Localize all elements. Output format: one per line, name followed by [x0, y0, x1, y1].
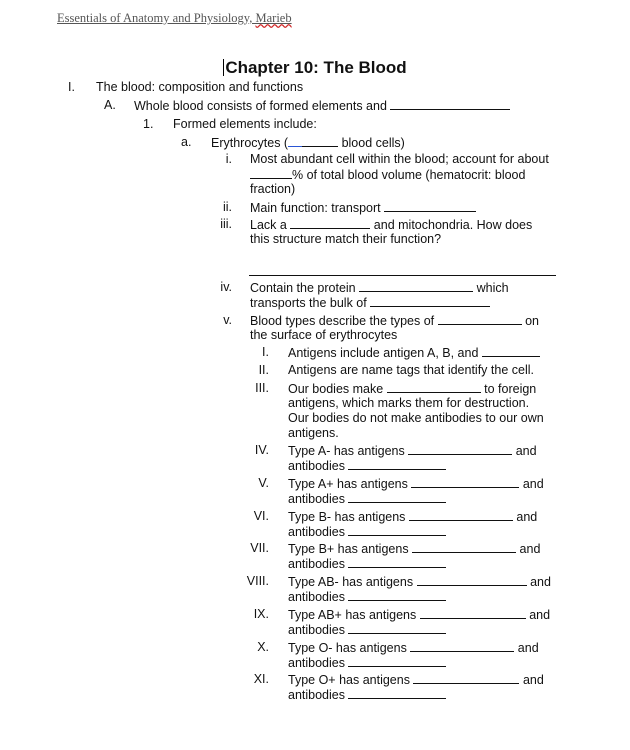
- blood-type-item: [288, 509, 537, 525]
- outline-item-text: Erythrocytes (: [211, 136, 289, 150]
- page-title-text: Chapter 10: The Blood: [225, 58, 407, 77]
- blood-type-antibodies: [288, 589, 446, 605]
- blood-type-antibodies: [288, 458, 446, 474]
- outline-item-text: The blood: composition and functions: [96, 80, 304, 94]
- and-word: and: [516, 510, 538, 524]
- antibodies-word: antibodies: [288, 525, 345, 539]
- outline-marker: VIII.: [246, 574, 269, 588]
- antibodies-word: antibodies: [288, 688, 345, 702]
- outline-item: [288, 381, 536, 397]
- antibodies-blank[interactable]: [348, 655, 446, 667]
- blood-type-label: Type A+ has antigens: [288, 477, 408, 491]
- outline-item-text: % of total blood volume (hematocrit: blood: [292, 168, 526, 182]
- answer-line[interactable]: [249, 275, 556, 276]
- antibodies-blank[interactable]: [348, 491, 446, 503]
- outline-marker: XI.: [253, 672, 269, 686]
- antigens-blank[interactable]: [410, 640, 514, 652]
- antibodies-word: antibodies: [288, 492, 345, 506]
- outline-item-text: on: [521, 314, 540, 328]
- blood-type-item: [288, 607, 550, 623]
- blood-type-antibodies: [288, 491, 446, 507]
- outline-item: [250, 280, 509, 296]
- answer-blank[interactable]: [482, 345, 540, 357]
- and-word: and: [522, 477, 544, 491]
- and-word: and: [515, 444, 537, 458]
- outline-item-text: fraction): [250, 182, 296, 196]
- outline-marker: ii.: [222, 200, 232, 214]
- outline-item: [250, 167, 525, 183]
- outline-item: [250, 313, 539, 329]
- antigens-blank[interactable]: [412, 541, 516, 553]
- outline-item-text: which: [473, 281, 509, 295]
- antibodies-blank[interactable]: [348, 524, 446, 536]
- blood-type-antibodies: [288, 655, 446, 671]
- outline-item-text: Our bodies make: [288, 382, 384, 396]
- outline-item-text: antigens, which marks them for destruction.: [288, 396, 530, 410]
- answer-blank[interactable]: [288, 135, 302, 147]
- antigens-blank[interactable]: [417, 574, 527, 586]
- answer-blank[interactable]: [359, 280, 473, 292]
- and-word: and: [522, 673, 544, 687]
- outline-item-text: and mitochondria. How does: [370, 218, 533, 232]
- answer-blank[interactable]: [384, 200, 476, 212]
- outline-marker: VI.: [253, 509, 269, 523]
- outline-marker: II.: [258, 363, 269, 377]
- blood-type-antibodies: [288, 622, 446, 638]
- blood-type-label: Type B- has antigens: [288, 510, 406, 524]
- outline-item-text: Antigens are name tags that identify the cell.: [288, 363, 534, 377]
- outline-marker: iv.: [220, 280, 232, 294]
- outline-item-text: the surface of erythrocytes: [250, 328, 398, 342]
- outline-marker: v.: [223, 313, 232, 327]
- blood-type-item: [288, 574, 551, 590]
- antigens-blank[interactable]: [413, 672, 519, 684]
- blood-type-antibodies: [288, 687, 446, 703]
- and-word: and: [529, 608, 551, 622]
- outline-item-text: Blood types describe the types of: [250, 314, 435, 328]
- blood-type-item: [288, 672, 544, 688]
- antigens-blank[interactable]: [420, 607, 526, 619]
- and-word: and: [517, 641, 539, 655]
- outline-item-text: transports the bulk of: [250, 296, 367, 310]
- and-word: and: [519, 542, 541, 556]
- antibodies-word: antibodies: [288, 656, 345, 670]
- page-title: [0, 58, 630, 78]
- blood-type-item: [288, 476, 544, 492]
- outline-marker: I.: [68, 80, 75, 94]
- and-word: and: [530, 575, 551, 589]
- antibodies-word: antibodies: [288, 623, 345, 637]
- answer-blank[interactable]: [387, 381, 481, 393]
- blood-type-label: Type O- has antigens: [288, 641, 407, 655]
- outline-item-text: Formed elements include:: [173, 117, 317, 131]
- answer-blank[interactable]: [250, 167, 292, 179]
- answer-blank[interactable]: [390, 98, 510, 110]
- outline-item-text: this structure match their function?: [250, 232, 442, 246]
- outline-marker: i.: [225, 152, 232, 166]
- outline-marker: III.: [255, 381, 269, 395]
- answer-blank[interactable]: [438, 313, 522, 325]
- outline-marker: A.: [104, 98, 116, 112]
- outline-item: [250, 217, 532, 233]
- blood-type-item: [288, 541, 540, 557]
- header-course: Essentials of Anatomy and Physiology,: [57, 11, 256, 25]
- outline-item: [250, 200, 476, 216]
- outline-item-text: to foreign: [480, 382, 537, 396]
- antibodies-word: antibodies: [288, 590, 345, 604]
- antibodies-blank[interactable]: [348, 622, 446, 634]
- blood-type-label: Type A- has antigens: [288, 444, 405, 458]
- outline-marker: V.: [258, 476, 269, 490]
- blood-type-label: Type O+ has antigens: [288, 673, 410, 687]
- outline-marker: 1.: [143, 117, 154, 131]
- antigens-blank[interactable]: [408, 443, 512, 455]
- outline-marker: iii.: [220, 217, 232, 231]
- outline-item-text: Lack a: [250, 218, 287, 232]
- blood-type-antibodies: [288, 556, 446, 572]
- outline-item: [288, 345, 540, 361]
- outline-item-text: blood cells): [338, 136, 405, 150]
- outline-item-text: antigens.: [288, 426, 339, 440]
- outline-item-text: Contain the protein: [250, 281, 356, 295]
- outline-item-text: Most abundant cell within the blood; account for about: [250, 152, 549, 166]
- antibodies-blank[interactable]: [348, 458, 446, 470]
- blood-type-antibodies: [288, 524, 446, 540]
- outline-item: [250, 295, 490, 311]
- answer-blank[interactable]: [290, 217, 370, 229]
- outline-item: [211, 135, 405, 151]
- outline-marker: IX.: [253, 607, 269, 621]
- antibodies-blank[interactable]: [348, 556, 446, 568]
- answer-blank[interactable]: [370, 295, 490, 307]
- outline-item: [134, 98, 510, 114]
- antibodies-blank[interactable]: [348, 589, 446, 601]
- outline-marker: VII.: [250, 541, 269, 555]
- outline-item-text: Antigens include antigen A, B, and: [288, 346, 479, 360]
- blood-type-label: Type AB+ has antigens: [288, 608, 417, 622]
- antibodies-word: antibodies: [288, 557, 345, 571]
- outline-marker: I.: [262, 345, 269, 359]
- outline-marker: X.: [257, 640, 269, 654]
- blood-type-label: Type AB- has antigens: [288, 575, 414, 589]
- antigens-blank[interactable]: [409, 509, 513, 521]
- outline-item-text: Main function: transport: [250, 201, 381, 215]
- outline-item-text: Our bodies do not make antibodies to our own: [288, 411, 544, 425]
- outline-marker: IV.: [254, 443, 269, 457]
- document-header: [57, 11, 292, 26]
- antibodies-blank[interactable]: [348, 687, 446, 699]
- blood-type-item: [288, 640, 539, 656]
- outline-item-text: Whole blood consists of formed elements and: [134, 99, 387, 113]
- answer-blank[interactable]: [302, 135, 338, 147]
- header-author: Marieb: [255, 11, 292, 25]
- outline-marker: a.: [181, 135, 192, 149]
- blood-type-label: Type B+ has antigens: [288, 542, 409, 556]
- antigens-blank[interactable]: [411, 476, 519, 488]
- antibodies-word: antibodies: [288, 459, 345, 473]
- blood-type-item: [288, 443, 537, 459]
